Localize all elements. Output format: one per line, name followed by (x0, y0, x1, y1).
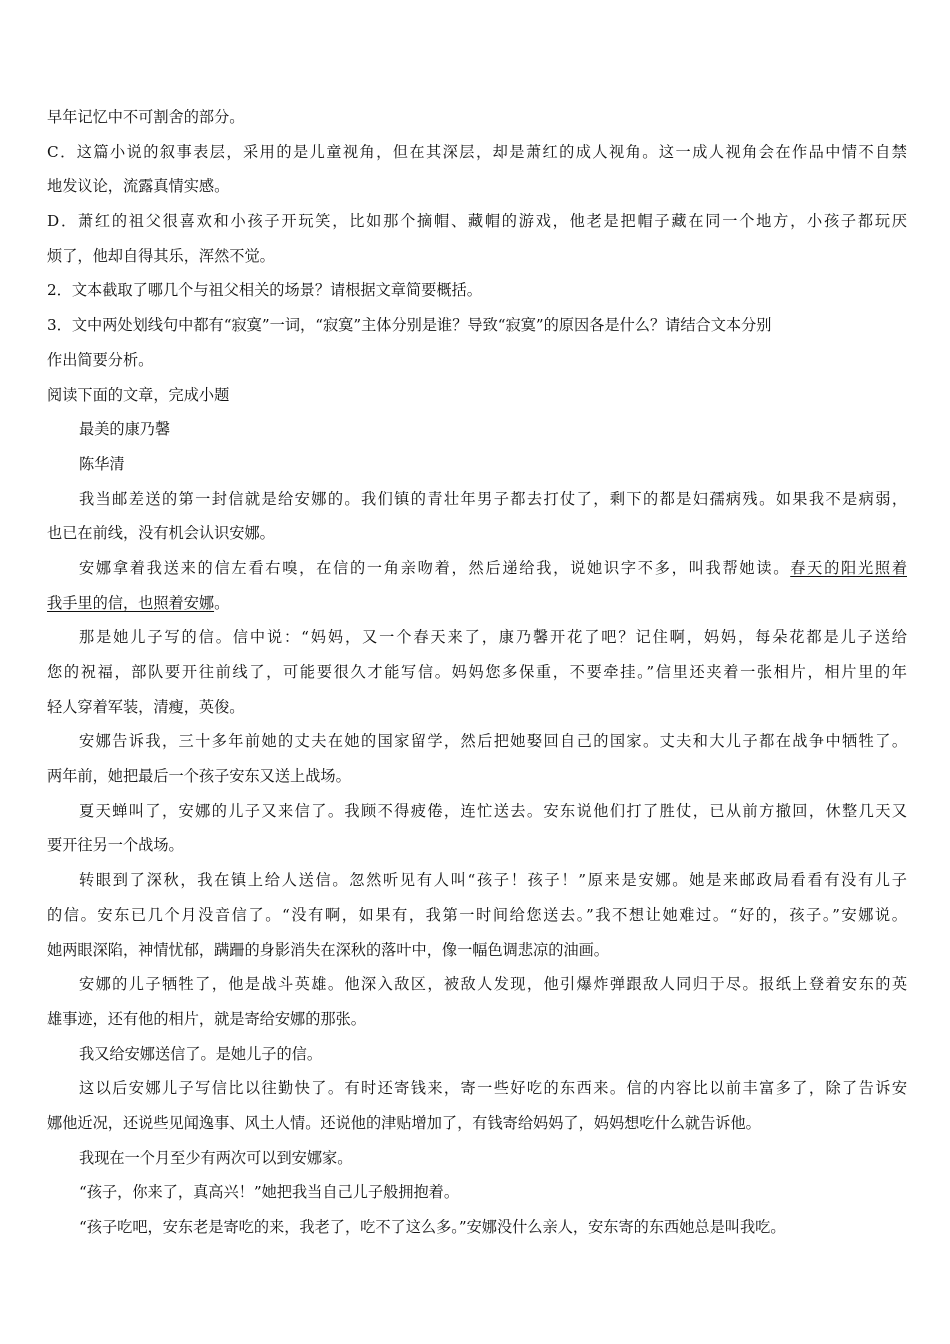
text-line (47, 1071, 907, 1106)
line-text: 安娜告诉我，三十多年前她的丈夫在她的国家留学，然后把她娶回自己的国家。丈夫和大儿子都在战争中牺牲了。 (79, 732, 907, 751)
line-text: 安娜拿着我送来的信左看右嗅，在信的一角亲吻着，然后递给我，说她识字不多，叫我帮她读。 (79, 558, 791, 577)
line-text: 烦了，他却自得其乐，浑然不觉。 (47, 246, 275, 265)
text-line (47, 1037, 907, 1072)
text-line (47, 794, 907, 829)
text-line (47, 933, 907, 968)
text-line (47, 1141, 907, 1176)
text-line (47, 551, 907, 586)
text-line (47, 1106, 907, 1141)
text-line (47, 447, 907, 482)
line-text: 转眼到了深秋，我在镇上给人送信。忽然听见有人叫“孩子！孩子！”原来是安娜。她是来邮政局看看有没有儿子 (79, 871, 907, 890)
line-text: 安娜的儿子牺牲了，他是战斗英雄。他深入敌区，被敌人发现，他引爆炸弹跟敌人同归于尽。报纸上登着安东的英 (79, 975, 907, 994)
line-text: 我又给安娜送信了。是她儿子的信。 (79, 1044, 322, 1063)
text-line (47, 863, 907, 898)
text-line (47, 412, 907, 447)
line-text: 阅读下面的文章，完成小题 (47, 385, 230, 404)
line-text: 她两眼深陷，神情忧郁，蹒跚的身影消失在深秋的落叶中，像一幅色调悲凉的油画。 (47, 940, 609, 959)
text-line (47, 898, 907, 933)
line-text: 地发议论，流露真情实感。 (47, 177, 230, 196)
text-line (47, 169, 907, 204)
text-line (47, 1002, 907, 1037)
text-line (47, 273, 907, 308)
line-text: 陈华清 (79, 454, 125, 473)
text-line (47, 308, 907, 343)
line-text: 那是她儿子写的信。信中说：“妈妈，又一个春天来了，康乃馨开花了吧？记住啊，妈妈，每朵花都是儿子送给 (79, 628, 907, 647)
text-line (47, 759, 907, 794)
line-text: 作出简要分析。 (47, 350, 154, 369)
text-line (47, 343, 907, 378)
text-line (47, 100, 907, 135)
line-text-after: 。 (214, 593, 230, 612)
text-line (47, 378, 907, 413)
text-line (47, 239, 907, 274)
line-text: 夏天蝉叫了，安娜的儿子又来信了。我顾不得疲倦，连忙送去。安东说他们打了胜仗，已从前方撤回，休整几天又 (79, 801, 907, 820)
line-text: 我当邮差送的第一封信就是给安娜的。我们镇的青壮年男子都去打仗了，剩下的都是妇孺病残。如果我不是病弱， (79, 489, 907, 508)
line-text: 也已在前线，没有机会认识安娜。 (47, 524, 275, 543)
line-text: 要开往另一个战场。 (47, 836, 184, 855)
text-line (47, 482, 907, 517)
line-text: 两年前，她把最后一个孩子安东又送上战场。 (47, 767, 351, 786)
text-line (47, 967, 907, 1002)
text-line (47, 690, 907, 725)
line-text: 我现在一个月至少有两次可以到安娜家。 (79, 1148, 353, 1167)
line-text: 轻人穿着军装，清瘦，英俊。 (47, 697, 245, 716)
text-line (47, 516, 907, 551)
underlined-sentence: 春天的阳光照着 (790, 558, 907, 577)
line-text: 最美的康乃馨 (79, 420, 171, 439)
line-text: 早年记忆中不可割舍的部分。 (47, 108, 245, 126)
text-line (47, 828, 907, 863)
text-line (47, 1175, 907, 1210)
line-text: 娜他近况，还说些见闻逸事、风土人情。还说他的津贴增加了，有钱寄给妈妈了，妈妈想吃什么就告诉他。 (47, 1113, 761, 1132)
line-text: 您的祝福，部队要开往前线了，可能要很久才能写信。妈妈您多保重，不要牵挂。”信里还夹着一张相片，相片里的年 (47, 663, 907, 681)
text-line (47, 620, 907, 655)
document-page (47, 100, 907, 1245)
line-text: C．这篇小说的叙事表层，采用的是儿童视角，但在其深层，却是萧红的成人视角。这一成人视角会在作品中情不自禁 (47, 142, 907, 161)
text-line (47, 724, 907, 759)
text-line (47, 1210, 907, 1245)
text-line (47, 586, 907, 621)
line-text: 2．文本截取了哪几个与祖父相关的场景？请根据文章简要概括。 (47, 281, 482, 300)
text-line (47, 655, 907, 690)
underlined-sentence: 我手里的信，也照着安娜 (47, 593, 215, 612)
line-text: “孩子吃吧，安东老是寄吃的来，我老了，吃不了这么多。”安娜没什么亲人，安东寄的东西她总是叫我吃。 (79, 1218, 786, 1236)
line-text: “孩子，你来了，真高兴！”她把我当自己儿子般拥抱着。 (79, 1183, 460, 1202)
line-text: 雄事迹，还有他的相片，就是寄给安娜的那张。 (47, 1009, 366, 1028)
line-text: D．萧红的祖父很喜欢和小孩子开玩笑，比如那个摘帽、藏帽的游戏，他老是把帽子藏在同一个地方，小孩子都玩厌 (47, 212, 907, 231)
line-text: 3．文中两处划线句中都有“寂寞”一词，“寂寞”主体分别是谁？导致“寂寞”的原因各是什么？请结合文本分别 (47, 316, 772, 335)
text-line (47, 135, 907, 170)
line-text: 的信。安东已几个月没音信了。“没有啊，如果有，我第一时间给您送去。”我不想让她难过。“好的，孩子。”安娜说。 (47, 905, 907, 924)
text-line (47, 204, 907, 239)
line-text: 这以后安娜儿子写信比以往勤快了。有时还寄钱来，寄一些好吃的东西来。信的内容比以前丰富多了，除了告诉安 (79, 1079, 907, 1098)
